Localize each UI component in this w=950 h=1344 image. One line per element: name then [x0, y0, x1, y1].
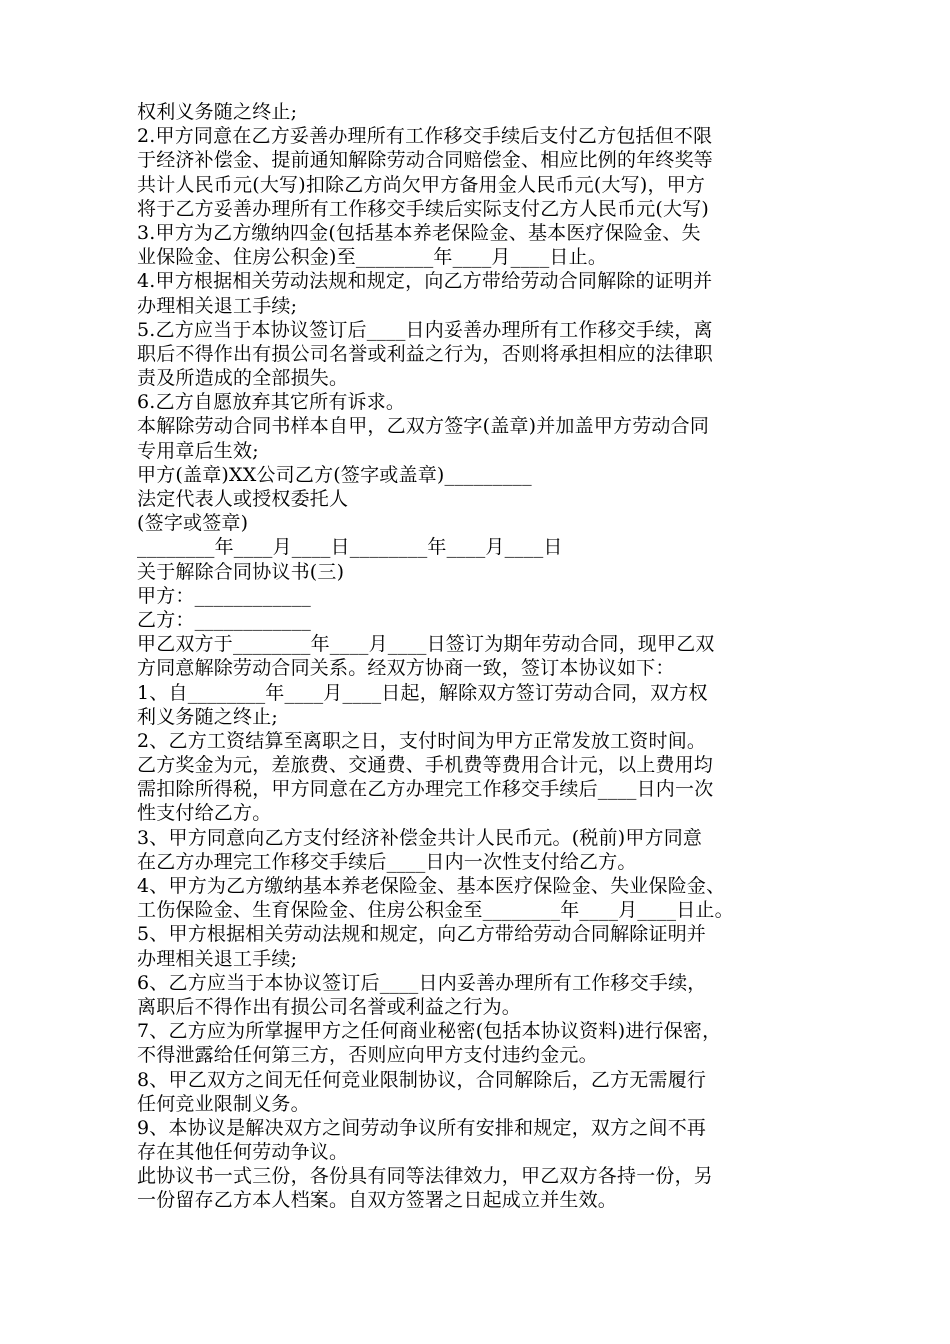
text-line: 方同意解除劳动合同关系。经双方协商一致，签订本协议如下： [137, 657, 675, 680]
text-line: 在乙方办理完工作移交手续后____日内一次性支付给乙方。 [137, 850, 637, 873]
text-line: 5、甲方根据相关劳动法规和规定，向乙方带给劳动合同解除证明并 [137, 923, 707, 946]
text-line: 不得泄露给任何第三方，否则应向甲方支付违约金元。 [137, 1044, 598, 1067]
text-line: 本解除劳动合同书样本自甲，乙双方签字(盖章)并加盖甲方劳动合同 [137, 415, 710, 438]
text-line: ________年____月____日________年____月____日 [137, 536, 563, 559]
text-line: 责及所造成的全部损失。 [137, 367, 349, 390]
text-line: 专用章后生效; [137, 439, 259, 462]
text-line: 3、甲方同意向乙方支付经济补偿金共计人民币元。(税前)甲方同意 [137, 826, 703, 849]
text-line: 4.甲方根据相关劳动法规和规定，向乙方带给劳动合同解除的证明并 [137, 270, 713, 293]
text-line: 2.甲方同意在乙方妥善办理所有工作移交手续后支付乙方包括但不限 [137, 125, 713, 148]
text-line: 7、乙方应为所掌握甲方之任何商业秘密(包括本协议资料)进行保密， [137, 1020, 722, 1043]
text-line: 性支付给乙方。 [137, 802, 272, 825]
text-line: 利义务随之终止; [137, 705, 279, 728]
text-line: 1、自________年____月____日起，解除双方签订劳动合同，双方权 [137, 681, 708, 704]
text-line: 5.乙方应当于本协议签订后____日内妥善办理所有工作移交手续，离 [137, 318, 713, 341]
text-line: 办理相关退工手续; [137, 294, 298, 317]
text-line: 一份留存乙方本人档案。自双方签署之日起成立并生效。 [137, 1189, 618, 1212]
text-line: 于经济补偿金、提前通知解除劳动合同赔偿金、相应比例的年终奖等 [137, 149, 714, 172]
text-line: 甲方：____________ [137, 584, 312, 607]
text-line: (签字或签章) [137, 512, 249, 535]
text-line: 6、乙方应当于本协议签订后____日内妥善办理所有工作移交手续， [137, 971, 707, 994]
text-line: 甲乙双方于________年____月____日签订为期年劳动合同，现甲乙双 [137, 633, 715, 656]
text-line: 存在其他任何劳动争议。 [137, 1141, 349, 1164]
text-line: 4、甲方为乙方缴纳基本养老保险金、基本医疗保险金、失业保险金、 [137, 875, 726, 897]
text-line: 乙方奖金为元，差旅费、交通费、手机费等费用合计元，以上费用均 [137, 754, 714, 777]
text-line: 甲方(盖章)XX公司乙方(签字或盖章)_________ [137, 463, 532, 486]
text-line: 乙方：____________ [137, 608, 312, 631]
document-body [137, 100, 837, 1213]
text-line: 2、乙方工资结算至离职之日，支付时间为甲方正常发放工资时间。 [137, 729, 707, 752]
text-line: 权利义务随之终止; [137, 101, 298, 123]
text-line: 共计人民币元(大写)扣除乙方尚欠甲方备用金人民币元(大写)，甲方 [137, 173, 706, 196]
text-line: 将于乙方妥善办理所有工作移交手续后实际支付乙方人民币元(大写) [137, 197, 710, 220]
text-line: 离职后不得作出有损公司名誉或利益之行为。 [137, 995, 522, 1018]
text-line: 此协议书一式三份，各份具有同等法律效力，甲乙双方各持一份，另 [137, 1165, 714, 1188]
text-line: 任何竞业限制义务。 [137, 1092, 310, 1115]
text-line: 业保险金、住房公积金)至________年____月____日止。 [137, 246, 608, 269]
text-line: 工伤保险金、生育保险金、住房公积金至________年____月____日止。 [137, 899, 734, 922]
text-line: 需扣除所得税，甲方同意在乙方办理完工作移交手续后____日内一次 [137, 778, 714, 801]
text-line: 8、甲乙双方之间无任何竞业限制协议，合同解除后，乙方无需履行 [137, 1068, 707, 1091]
text-line: 3.甲方为乙方缴纳四金(包括基本养老保险金、基本医疗保险金、失 [137, 221, 701, 244]
text-line: 6.乙方自愿放弃其它所有诉求。 [137, 391, 406, 414]
text-line: 9、本协议是解决双方之间劳动争议所有安排和规定，双方之间不再 [137, 1116, 707, 1139]
text-line: 关于解除合同协议书(三) [137, 560, 345, 583]
text-line: 法定代表人或授权委托人 [137, 488, 349, 510]
text-line: 办理相关退工手续; [137, 947, 298, 970]
text-line: 职后不得作出有损公司名誉或利益之行为，否则将承担相应的法律职 [137, 342, 714, 365]
